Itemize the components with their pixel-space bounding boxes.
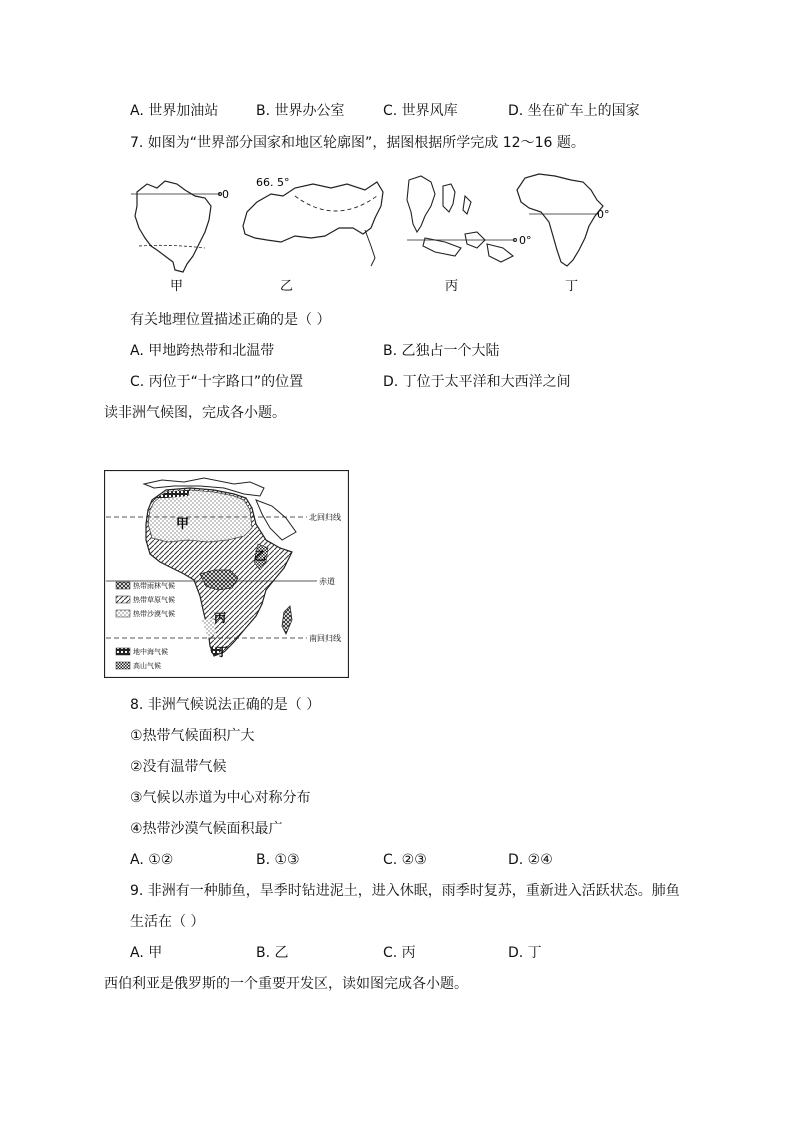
africa-outline	[517, 174, 603, 266]
q8-statement-2: ②没有温带气候	[130, 759, 227, 775]
africa-label-yi: 乙	[254, 549, 267, 563]
q8-statement-4: ④热带沙漠气候面积最广	[130, 821, 283, 837]
q9-stem-line2: 生活在（ ）	[130, 914, 205, 930]
q7-stem: 7. 如图为“世界部分国家和地区轮廓图”，据图根据所学完成 12～16 题。	[130, 135, 585, 151]
q7-option-b: B. 乙独占一个大陆	[383, 343, 500, 359]
equator-label: 赤道	[319, 577, 335, 586]
q8-statement-3: ③气候以赤道为中心对称分布	[130, 790, 311, 806]
q8-statement-1: ①热带气候面积广大	[130, 728, 255, 744]
q7-option-c: C. 丙位于“十字路口”的位置	[130, 374, 304, 390]
q8-option-c: C. ②③	[383, 852, 427, 868]
q6-option-d: D. 坐在矿车上的国家	[508, 103, 640, 119]
africa-zero-label: 0°	[597, 208, 610, 221]
country-outlines-figure	[125, 166, 630, 296]
legend-rainforest: 热带雨林气候	[133, 582, 175, 590]
southeast-asia-outline	[407, 176, 517, 262]
legend-desert: 热带沙漠气候	[133, 610, 175, 618]
legend-mediterranean: 地中海气候	[133, 648, 168, 656]
q8-stem: 8. 非洲气候说法正确的是（ ）	[130, 697, 321, 713]
q9-option-d: D. 丁	[508, 945, 542, 961]
label-jia: 甲	[170, 279, 184, 294]
q7-question: 有关地理位置描述正确的是（ ）	[130, 312, 331, 328]
q9-stem-line1: 9. 非洲有一种肺鱼，旱季时钻进泥土，进入休眠，雨季时复苏，重新进入活跃状态。肺鱼	[130, 883, 680, 899]
q6-option-c: C. 世界风库	[383, 103, 458, 119]
q8-option-a: A. ①②	[130, 852, 174, 868]
label-ding: 丁	[565, 279, 579, 294]
q8-option-d: D. ②④	[508, 852, 553, 868]
africa-label-ding: 丁	[216, 645, 229, 659]
africa-intro: 读非洲气候图，完成各小题。	[104, 405, 286, 421]
q9-option-c: C. 丙	[383, 945, 416, 961]
tropic-south-label: 南回归线	[309, 634, 341, 643]
africa-label-jia: 甲	[176, 517, 190, 532]
brazil-outline	[131, 181, 222, 272]
q9-option-a: A. 甲	[130, 945, 163, 961]
russia-outline	[243, 182, 383, 266]
label-yi: 乙	[280, 279, 294, 294]
africa-label-bing: 丙	[214, 611, 227, 625]
q8-option-b: B. ①③	[256, 852, 300, 868]
tropic-north-label: 北回归线	[309, 513, 341, 522]
label-bing: 丙	[445, 279, 459, 294]
q7-option-a: A. 甲地跨热带和北温带	[130, 343, 275, 359]
q6-option-b: B. 世界办公室	[256, 103, 345, 119]
russia-arctic-label: 66. 5°	[256, 176, 290, 189]
q7-option-d: D. 丁位于太平洋和大西洋之间	[383, 374, 571, 390]
asia-zero-label: 0°	[519, 234, 532, 247]
siberia-intro: 西伯利亚是俄罗斯的一个重要开发区，读如图完成各小题。	[104, 976, 468, 992]
q6-option-a: A. 世界加油站	[130, 103, 219, 119]
legend-highland: 高山气候	[133, 662, 161, 670]
q9-option-b: B. 乙	[256, 945, 289, 961]
africa-climate-map	[104, 470, 349, 678]
legend-savanna: 热带草原气候	[133, 596, 175, 604]
brazil-zero-label: 0	[222, 188, 229, 201]
